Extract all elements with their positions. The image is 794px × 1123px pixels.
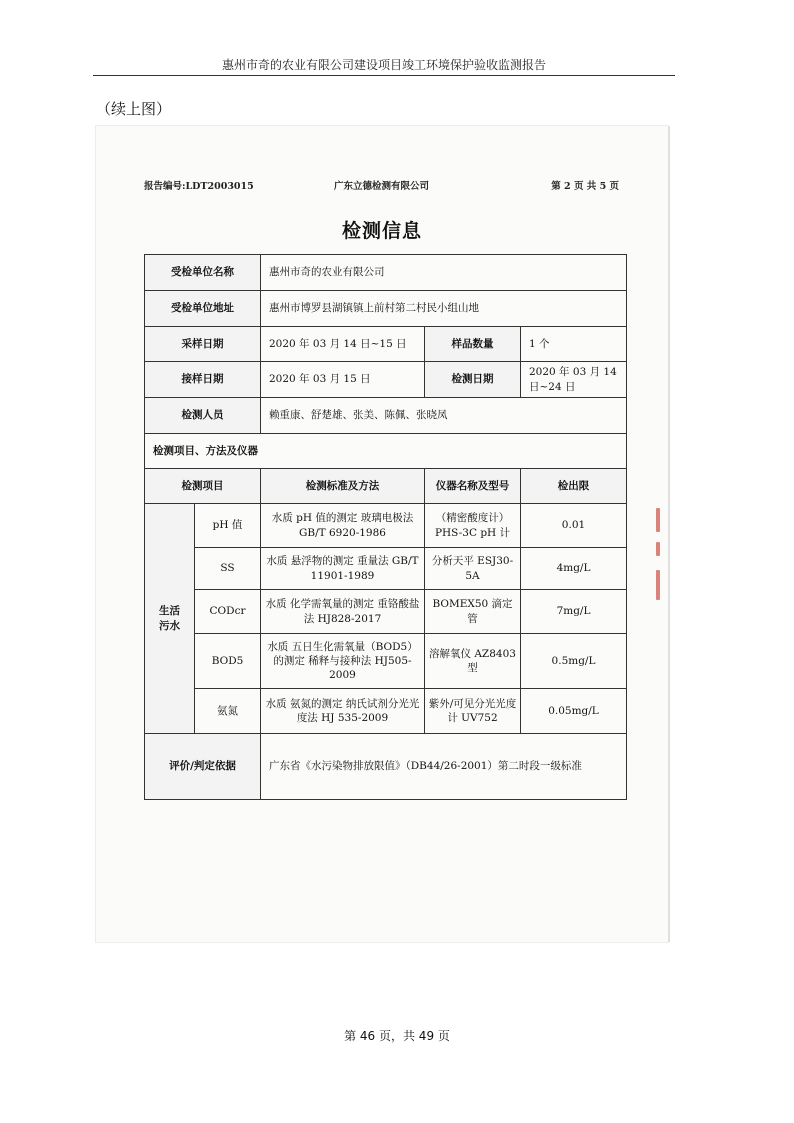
table-row [145, 398, 627, 434]
report-title: 检测信息 [341, 220, 422, 242]
test-item: pH 值 [195, 504, 261, 548]
detection-limit: 0.01 [521, 504, 627, 548]
test-item: BOD5 [195, 634, 261, 689]
sampling-date: 2020 年 03 月 14 日~15 日 [261, 327, 425, 362]
receipt-date-label: 接样日期 [145, 362, 261, 398]
test-item: 氨氮 [195, 689, 261, 734]
table-row [145, 291, 627, 327]
test-method: 水质 pH 值的测定 玻璃电极法 GB/T 6920-1986 [261, 504, 425, 548]
column-header: 仪器名称及型号 [425, 469, 521, 504]
test-instrument: （精密酸度计）PHS-3C pH 计 [425, 504, 521, 548]
receipt-date: 2020 年 03 月 15 日 [261, 362, 425, 398]
report-header [144, 178, 619, 194]
table-row [145, 255, 627, 291]
table-row [145, 734, 627, 800]
page-footer: 第 46 页，共 49 页 [344, 1029, 450, 1043]
test-instrument: BOMEX50 滴定管 [425, 590, 521, 634]
test-method: 水质 氨氮的测定 纳氏试剂分光光度法 HJ 535-2009 [261, 689, 425, 734]
stamp-mark [654, 508, 664, 618]
category-label: 生活污水 [159, 605, 180, 632]
client-address: 惠州市博罗县湖镇镇上前村第二村民小组山地 [261, 291, 627, 327]
detection-limit: 0.05mg/L [521, 689, 627, 734]
basis-label: 评价/判定依据 [145, 734, 261, 800]
table-row [145, 362, 627, 398]
table-header-row [145, 469, 627, 504]
table-row [145, 590, 627, 634]
basis: 广东省《水污染物排放限值》（DB44/26-2001）第二时段一级标准 [261, 734, 627, 800]
sampling-date-label: 采样日期 [145, 327, 261, 362]
client-name: 惠州市奇的农业有限公司 [261, 255, 627, 291]
test-method: 水质 化学需氧量的测定 重铬酸盐法 HJ828-2017 [261, 590, 425, 634]
sample-count: 1 个 [521, 327, 627, 362]
column-header: 检测标准及方法 [261, 469, 425, 504]
report-company: 广东立德检测有限公司 [333, 181, 429, 192]
report-number: 报告编号:LDT2003015 [144, 181, 254, 192]
test-instrument: 分析天平 ESJ30-5A [425, 548, 521, 590]
test-date-label: 检测日期 [425, 362, 521, 398]
category-cell [145, 504, 195, 734]
table-row [145, 504, 627, 548]
test-item: SS [195, 548, 261, 590]
table-row [145, 634, 627, 689]
table-row [145, 548, 627, 590]
column-header: 检出限 [521, 469, 627, 504]
scanned-report-page [96, 126, 668, 942]
page-header: 惠州市奇的农业有限公司建设项目竣工环境保护验收监测报告 [93, 56, 675, 76]
inspection-info-table [144, 254, 627, 800]
test-instrument: 溶解氧仪 AZ8403 型 [425, 634, 521, 689]
table-row [145, 327, 627, 362]
report-page-number: 第 2 页 共 5 页 [551, 181, 619, 192]
client-address-label: 受检单位地址 [145, 291, 261, 327]
inspectors: 赖重康、舒楚雄、张美、陈佩、张晓凤 [261, 398, 627, 434]
test-instrument: 紫外/可见分光光度计 UV752 [425, 689, 521, 734]
detection-limit: 4mg/L [521, 548, 627, 590]
test-method: 水质 悬浮物的测定 重量法 GB/T 11901-1989 [261, 548, 425, 590]
table-row [145, 434, 627, 469]
detection-limit: 0.5mg/L [521, 634, 627, 689]
table-row [145, 689, 627, 734]
section-label: 检测项目、方法及仪器 [145, 434, 627, 469]
column-header: 检测项目 [145, 469, 261, 504]
scan-edge [668, 126, 670, 942]
test-method: 水质 五日生化需氧量（BOD5）的测定 稀释与接种法 HJ505-2009 [261, 634, 425, 689]
test-date: 2020 年 03 月 14 日~24 日 [521, 362, 627, 398]
client-name-label: 受检单位名称 [145, 255, 261, 291]
test-item: CODcr [195, 590, 261, 634]
continued-label: （续上图） [96, 100, 172, 118]
inspectors-label: 检测人员 [145, 398, 261, 434]
sample-count-label: 样品数量 [425, 327, 521, 362]
detection-limit: 7mg/L [521, 590, 627, 634]
